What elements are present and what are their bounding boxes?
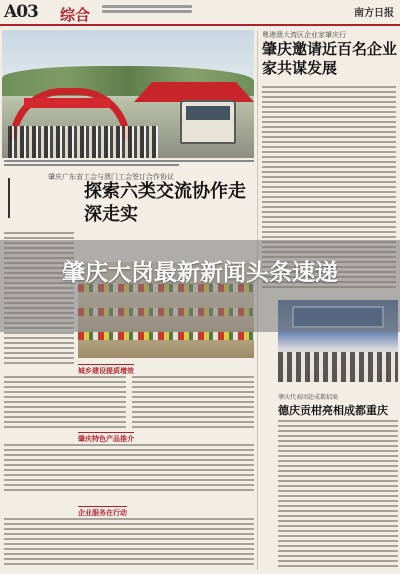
lower-body-2 bbox=[4, 444, 254, 494]
ceremony-photo bbox=[2, 30, 254, 158]
middle-section-mark bbox=[8, 178, 40, 218]
overlay-title: 肇庆大岗最新新闻头条速递 bbox=[62, 260, 338, 286]
shelf-row bbox=[78, 332, 254, 340]
middle-kicker: 肇庆广东省工会与澳门工会签订合作协议 bbox=[48, 173, 174, 181]
section-label: 肇庆特色产品推介 bbox=[78, 432, 134, 444]
section-label: 企业服务在行动 bbox=[78, 506, 127, 518]
lower-right-kicker: 肇庆代表团赴成都招商 bbox=[278, 394, 339, 401]
edition-label: 综合 bbox=[60, 6, 91, 24]
photo-red-tent bbox=[134, 82, 254, 102]
photo-caption bbox=[4, 160, 254, 172]
lower-center-body bbox=[132, 376, 254, 431]
photo-banner bbox=[24, 98, 110, 108]
lower-body-3 bbox=[4, 518, 254, 568]
section-label: 城乡建设提质增效 bbox=[78, 364, 134, 376]
top-right-headline: 肇庆邀请近百名企业家共谋发展 bbox=[262, 40, 398, 77]
meeting-seats bbox=[278, 352, 398, 382]
lower-right-body bbox=[278, 420, 398, 570]
lower-right-headline: 德庆贡柑亮相成都重庆 bbox=[278, 404, 388, 417]
newspaper-logo: 南方日报 bbox=[354, 8, 394, 19]
masthead-meta bbox=[102, 5, 192, 17]
photo-crowd bbox=[8, 126, 158, 158]
page-number: A03 bbox=[4, 2, 38, 22]
lower-left-body bbox=[4, 376, 126, 431]
masthead bbox=[0, 0, 400, 26]
photo-bus-window bbox=[186, 106, 230, 120]
middle-headline: 探索六类交流协作走深走实 bbox=[84, 181, 246, 225]
top-right-kicker: 粤港澳大湾区企业家肇庆行 bbox=[262, 31, 346, 39]
